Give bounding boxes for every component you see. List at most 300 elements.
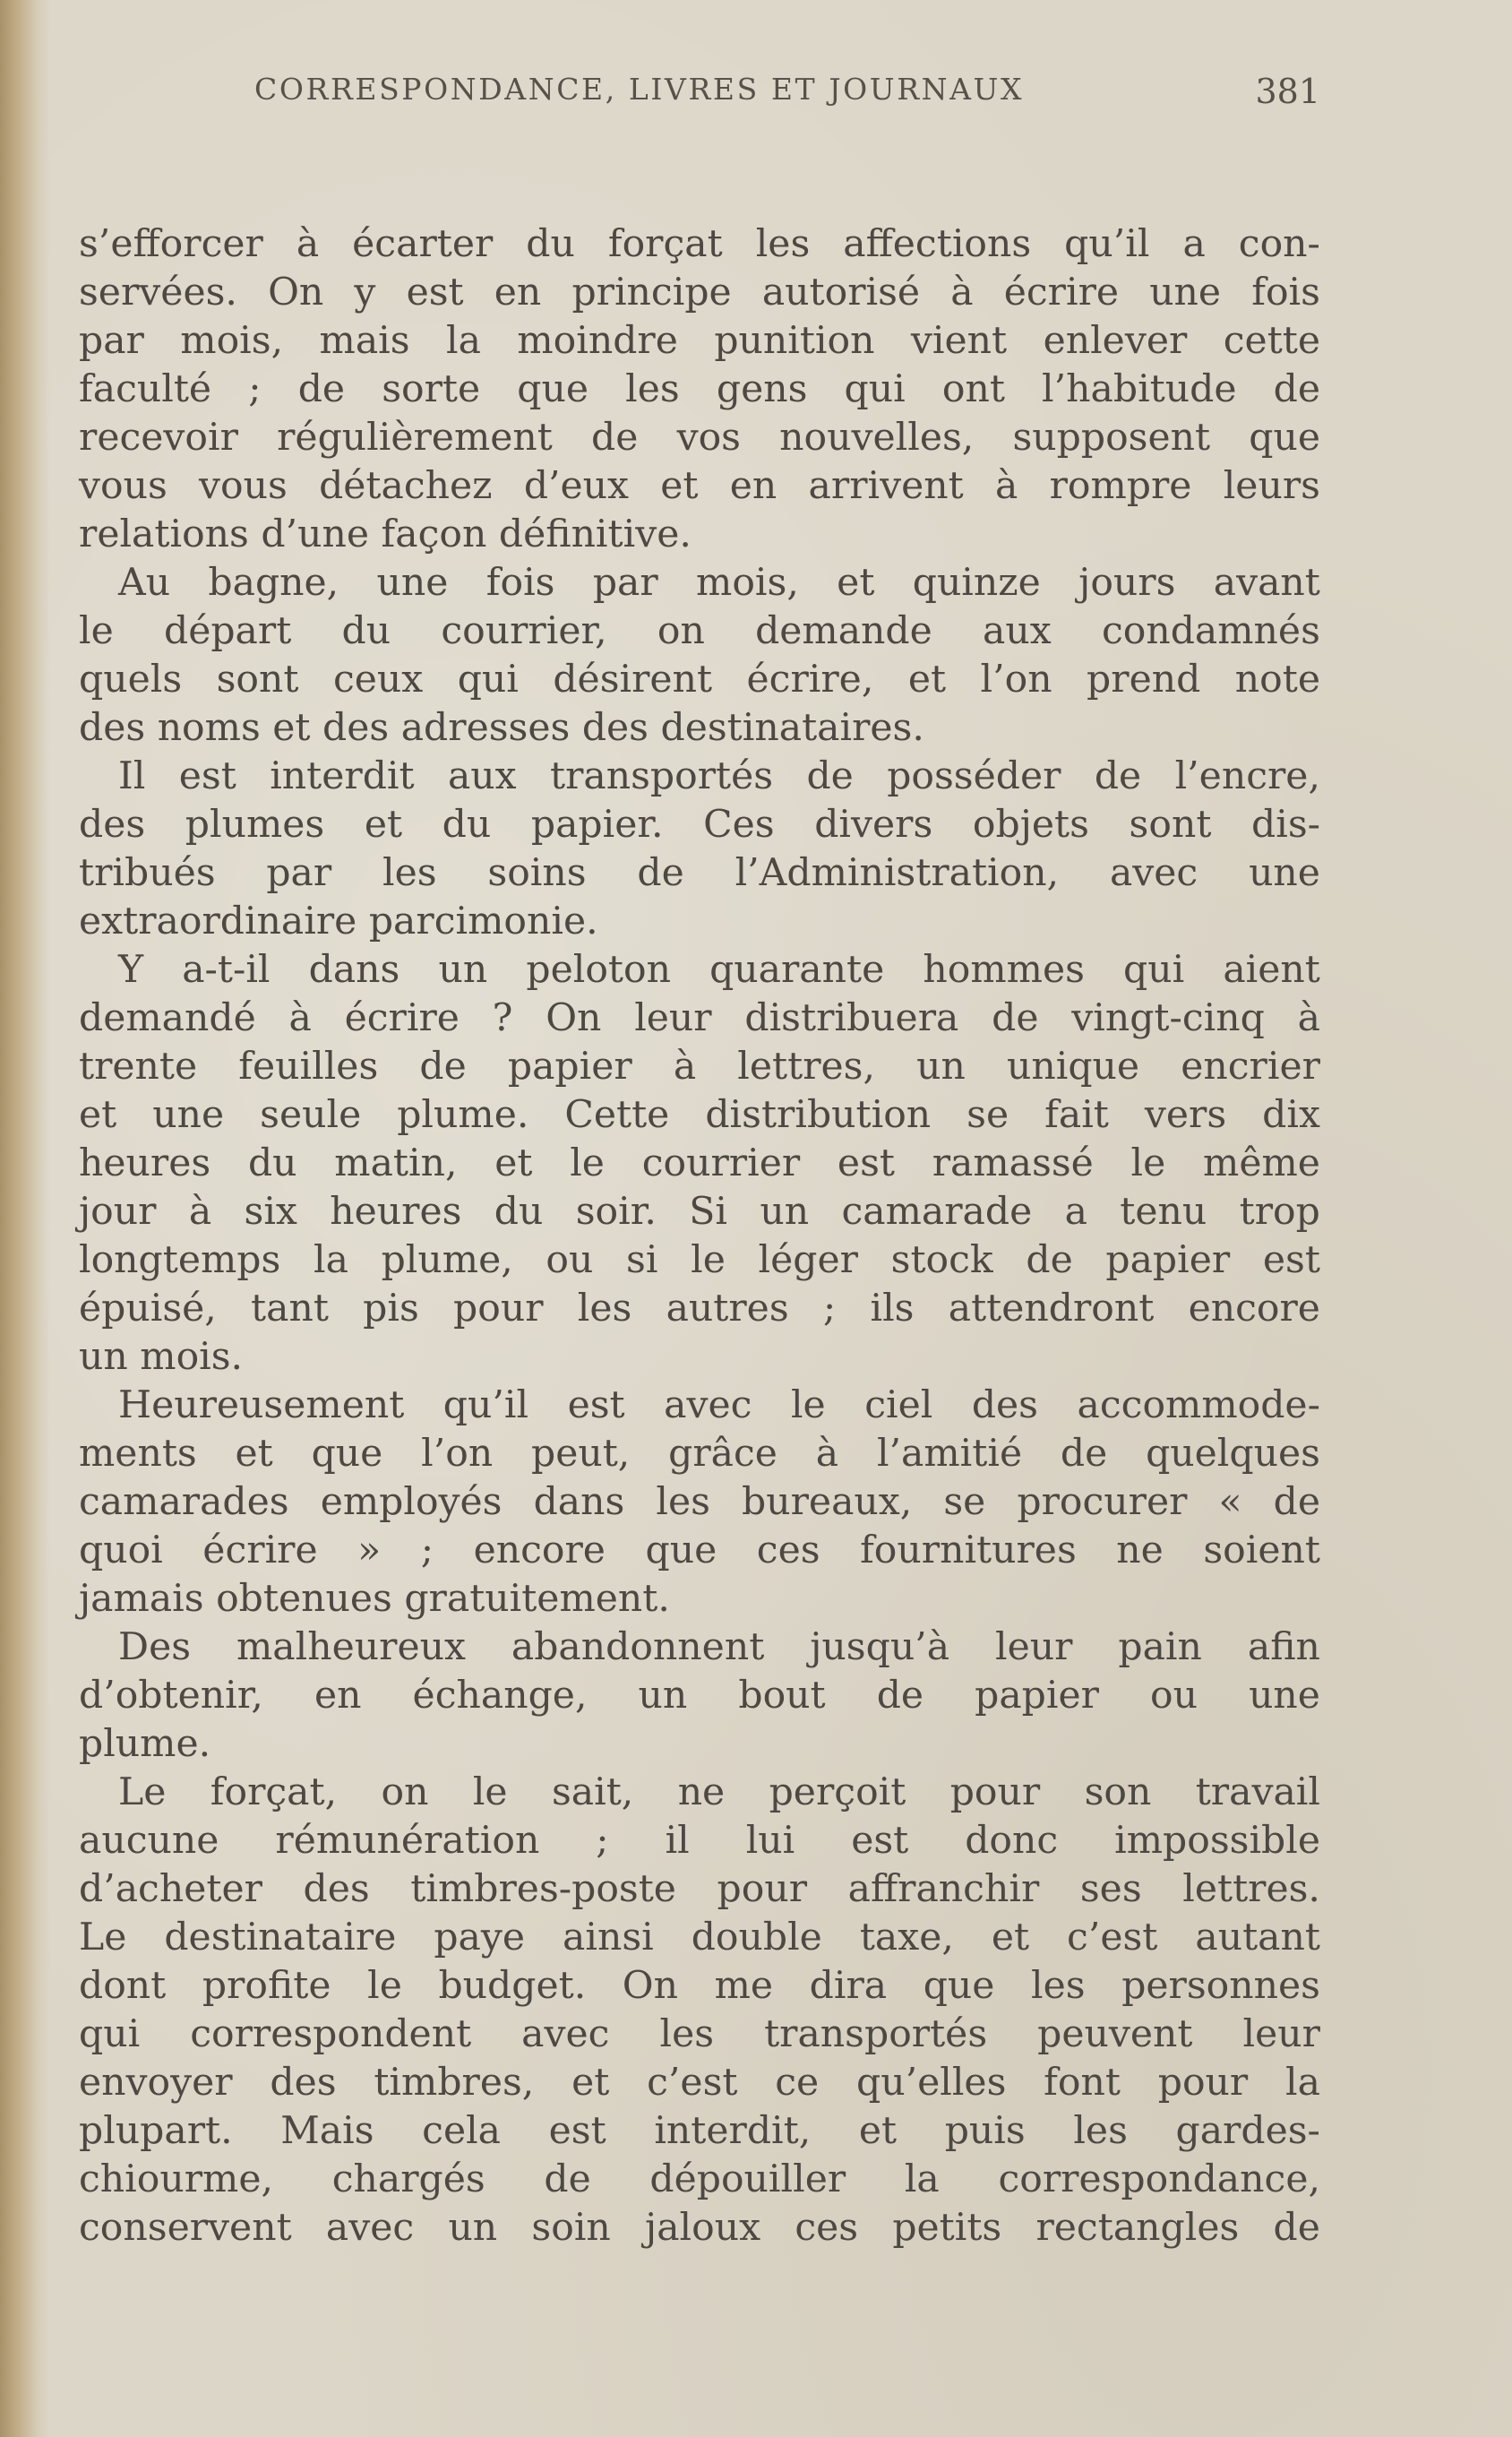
word: vingt-cinq	[1071, 996, 1265, 1040]
word: employés	[320, 1480, 503, 1524]
word: Si	[689, 1190, 727, 1234]
word: que	[645, 1529, 717, 1572]
word: pis	[363, 1287, 419, 1330]
word: moindre	[517, 319, 678, 363]
word: départ	[163, 609, 292, 653]
text-line	[79, 1140, 1320, 1188]
word: fournitures	[860, 1529, 1077, 1572]
word: six	[244, 1190, 297, 1234]
word: un	[79, 1335, 128, 1379]
word: leur	[995, 1625, 1073, 1669]
running-head-title: CORRESPONDANCE, LIVRES ET JOURNAUX	[254, 72, 1025, 107]
body-text	[79, 220, 1320, 2252]
word: feuilles	[238, 1045, 379, 1089]
word: et	[364, 803, 403, 847]
word: ces	[756, 1529, 820, 1572]
word: se	[966, 1093, 1009, 1137]
word: est	[851, 1819, 909, 1863]
word: correspondent	[190, 2012, 472, 2056]
word: qui	[79, 2012, 141, 2056]
word: Le	[79, 1916, 127, 1959]
word: me	[714, 1964, 774, 2008]
word: à	[296, 222, 320, 266]
word: une	[376, 561, 449, 605]
word: du	[247, 1141, 297, 1185]
word: matin,	[334, 1141, 458, 1185]
word: d’acheter	[79, 1867, 262, 1911]
word: abandonnent	[511, 1625, 765, 1669]
word: ils	[870, 1287, 915, 1330]
word: distribution	[705, 1093, 932, 1137]
word: pain	[1118, 1625, 1202, 1669]
word: que	[923, 1964, 995, 2008]
page-number: 381	[1255, 72, 1320, 111]
word: Cette	[564, 1093, 670, 1137]
word: pour	[717, 1867, 808, 1911]
word: double	[691, 1916, 822, 1959]
word: à	[815, 1432, 839, 1476]
word: et	[907, 658, 947, 702]
text-line	[79, 1091, 1320, 1140]
word: et	[494, 1141, 533, 1185]
word: avec	[521, 2012, 610, 2056]
text-line	[79, 1769, 1320, 1817]
word: du	[341, 609, 391, 653]
word: est	[837, 1141, 895, 1185]
word: posséder	[887, 754, 1061, 798]
word: ou	[546, 1238, 594, 1282]
word: mois.	[140, 1335, 244, 1379]
text-line	[79, 1333, 1320, 1382]
word: sorte	[382, 367, 481, 411]
word: demande	[755, 609, 932, 653]
word: accommode-	[1077, 1383, 1320, 1427]
word: heures	[79, 1141, 211, 1185]
word: timbres-poste	[410, 1867, 676, 1911]
word: bout	[738, 1674, 826, 1718]
word: les	[577, 1287, 632, 1330]
word: Il	[118, 754, 146, 798]
text-line	[79, 1188, 1320, 1236]
word: mois,	[180, 319, 284, 363]
word: autres	[666, 1287, 789, 1330]
word: gratuitement.	[404, 1577, 670, 1621]
word: principe	[571, 271, 732, 314]
word: une	[152, 1093, 225, 1137]
word: ces	[795, 2206, 859, 2250]
word: et	[272, 706, 311, 750]
word: l’on	[421, 1432, 494, 1476]
text-line	[79, 1865, 1320, 1914]
word: qui	[1123, 948, 1185, 992]
word: à	[950, 271, 974, 314]
word: à	[673, 1045, 697, 1089]
text-line	[79, 656, 1320, 704]
word: fois	[1251, 271, 1320, 314]
word: cela	[422, 2109, 502, 2153]
word: de	[1060, 1432, 1108, 1476]
word: y	[354, 271, 376, 314]
word: camarade	[841, 1190, 1033, 1234]
word: sont	[216, 658, 299, 702]
word: de	[992, 996, 1039, 1040]
word: façon	[381, 512, 487, 556]
word: encore	[1188, 1287, 1320, 1330]
word: ramassé	[932, 1141, 1094, 1185]
word: unique	[1007, 1045, 1140, 1089]
word: régulièrement	[277, 416, 553, 460]
word: impossible	[1114, 1819, 1320, 1863]
text-line	[79, 2011, 1320, 2059]
word: On	[622, 1964, 679, 2008]
word: des	[79, 803, 146, 847]
word: ses	[1079, 1867, 1142, 1911]
word: ;	[248, 367, 262, 411]
word: noms	[157, 706, 261, 750]
word: papier.	[530, 803, 664, 847]
word: obtenues	[216, 1577, 392, 1621]
word: bagne,	[208, 561, 339, 605]
word: gardes-	[1175, 2109, 1320, 2153]
text-line	[79, 1430, 1320, 1478]
word: est	[178, 754, 236, 798]
word: la	[904, 2157, 940, 2201]
word: de	[876, 1674, 924, 1718]
word: autorisé	[761, 271, 921, 314]
word: mais	[319, 319, 410, 363]
word: soins	[487, 851, 587, 895]
word: un	[638, 1674, 688, 1718]
word: font	[1044, 2061, 1121, 2105]
word: l’encre,	[1174, 754, 1320, 798]
word: stock	[890, 1238, 993, 1282]
word: ;	[596, 1819, 609, 1863]
word: par	[79, 319, 144, 363]
word: chiourme,	[79, 2157, 274, 2201]
word: puis	[944, 2109, 1026, 2153]
word: si	[626, 1238, 658, 1282]
word: Y	[118, 948, 144, 992]
text-line	[79, 414, 1320, 462]
word: personnes	[1121, 1964, 1320, 2008]
word: papier	[1105, 1238, 1231, 1282]
word: par	[266, 851, 332, 895]
word: recevoir	[79, 416, 238, 460]
word: donc	[965, 1819, 1059, 1863]
word: quarante	[709, 948, 885, 992]
text-line	[79, 2204, 1320, 2252]
word: peuvent	[1037, 2012, 1193, 2056]
word: destinataires.	[660, 706, 924, 750]
word: papier	[975, 1674, 1099, 1718]
word: fois	[485, 561, 555, 605]
word: ments	[79, 1432, 197, 1476]
word: travail	[1195, 1770, 1320, 1814]
text-line	[79, 317, 1320, 366]
word: longtemps	[79, 1238, 281, 1282]
word: les	[755, 222, 811, 266]
word: ;	[420, 1529, 434, 1572]
word: des	[322, 706, 390, 750]
word: courrier	[641, 1141, 801, 1185]
word: le	[790, 1383, 826, 1427]
word: jamais	[79, 1577, 204, 1621]
word: interdit,	[654, 2109, 812, 2153]
word: un	[760, 1190, 810, 1234]
text-line	[79, 849, 1320, 898]
word: rectangles	[1035, 2206, 1240, 2250]
word: leur	[1242, 2012, 1320, 2056]
word: écarter	[352, 222, 494, 266]
word: le	[570, 1141, 605, 1185]
word: budget.	[438, 1964, 587, 2008]
word: en	[729, 464, 777, 508]
word: écrire	[344, 996, 460, 1040]
word: chargés	[331, 2157, 485, 2201]
word: ou	[1150, 1674, 1198, 1718]
word: le	[472, 1770, 508, 1814]
word: transportés	[764, 2012, 988, 2056]
word: l’amitié	[876, 1432, 1023, 1476]
word: les	[1073, 2109, 1128, 2153]
text-line	[79, 462, 1320, 511]
word: mois,	[696, 561, 799, 605]
word: Au	[118, 561, 171, 605]
word: quels	[79, 658, 183, 702]
word: trop	[1239, 1190, 1320, 1234]
word: une	[1249, 1674, 1320, 1718]
book-page	[79, 63, 1320, 2250]
word: le	[79, 609, 114, 653]
word: écrire	[202, 1529, 318, 1572]
word: tribués	[79, 851, 216, 895]
text-line	[79, 1236, 1320, 1285]
word: affections	[843, 222, 1032, 266]
word: rompre	[1049, 464, 1192, 508]
word: pour	[453, 1287, 544, 1330]
word: adresses	[400, 706, 571, 750]
word: écrire,	[746, 658, 874, 702]
word: échange,	[412, 1674, 588, 1718]
word: plupart.	[79, 2109, 233, 2153]
word: le	[691, 1238, 726, 1282]
word: léger	[758, 1238, 858, 1282]
word: Ces	[703, 803, 775, 847]
word: quoi	[79, 1529, 163, 1572]
word: dira	[809, 1964, 888, 2008]
word: lettres,	[737, 1045, 875, 1089]
word: des	[303, 1867, 370, 1911]
word: papier	[507, 1045, 632, 1089]
word: seule	[260, 1093, 362, 1137]
text-line	[79, 511, 1320, 559]
word: dont	[79, 1964, 167, 2008]
word: parcimonie.	[368, 900, 598, 943]
word: soient	[1203, 1529, 1320, 1572]
word: plume.	[79, 1722, 211, 1766]
word: trente	[79, 1045, 198, 1089]
word: même	[1203, 1141, 1320, 1185]
word: un	[438, 948, 488, 992]
word: grâce	[668, 1432, 777, 1476]
word: encrier	[1181, 1045, 1320, 1089]
word: rémunération	[275, 1819, 540, 1863]
word: leurs	[1223, 464, 1320, 508]
word: et	[991, 1916, 1030, 1959]
word: écrire	[1003, 271, 1120, 314]
word: peut,	[531, 1432, 631, 1476]
text-line	[79, 1962, 1320, 2011]
word: sait,	[551, 1770, 634, 1814]
text-line	[79, 1575, 1320, 1623]
word: c’est	[1067, 1916, 1158, 1959]
word: les	[1031, 1964, 1086, 2008]
word: de	[637, 851, 684, 895]
text-line	[79, 1914, 1320, 1962]
word: avant	[1213, 561, 1320, 605]
word: relations	[79, 512, 249, 556]
word: et	[858, 2109, 898, 2153]
word: et	[660, 464, 699, 508]
word: bureaux,	[742, 1480, 913, 1524]
word: dix	[1262, 1093, 1320, 1137]
word: que	[1249, 416, 1320, 460]
word: ?	[492, 996, 513, 1040]
word: condamnés	[1101, 609, 1320, 653]
word: prend	[1087, 658, 1201, 702]
word: forçat	[607, 222, 723, 266]
text-line	[79, 1382, 1320, 1430]
text-line	[79, 1817, 1320, 1865]
word: lettres.	[1182, 1867, 1320, 1911]
word: a	[1064, 1190, 1087, 1234]
word: »	[357, 1529, 382, 1572]
word: a-t-il	[182, 948, 271, 992]
word: jaloux	[645, 2206, 761, 2250]
word: pour	[1157, 2061, 1249, 2105]
word: des	[79, 706, 146, 750]
word: un	[448, 2206, 498, 2250]
text-line	[79, 1043, 1320, 1091]
word: encore	[473, 1529, 606, 1572]
word: procurer	[1017, 1480, 1188, 1524]
word: ont	[941, 367, 1005, 411]
text-line	[79, 2107, 1320, 2156]
word: épuisé,	[79, 1287, 217, 1330]
word: qu’il	[442, 1383, 529, 1427]
text-line	[79, 1623, 1320, 1672]
word: les	[659, 2012, 715, 2056]
word: de	[1026, 1238, 1073, 1282]
word: de	[1094, 754, 1142, 798]
word: conservent	[79, 2206, 292, 2250]
word: se	[943, 1480, 986, 1524]
word: la	[446, 319, 481, 363]
word: qui	[457, 658, 519, 702]
text-line	[79, 1672, 1320, 1720]
word: que	[517, 367, 589, 411]
word: «	[1218, 1480, 1242, 1524]
word: on	[657, 609, 705, 653]
text-line	[79, 704, 1320, 753]
word: plume.	[397, 1093, 529, 1137]
word: quelques	[1146, 1432, 1320, 1476]
word: et	[571, 2061, 610, 2105]
word: de	[591, 416, 639, 460]
word: détachez	[319, 464, 493, 508]
word: par	[592, 561, 658, 605]
word: con-	[1238, 222, 1320, 266]
word: fait	[1044, 1093, 1109, 1137]
word: paye	[434, 1916, 526, 1959]
word: punition	[714, 319, 875, 363]
word: pour	[949, 1770, 1041, 1814]
word: aient	[1223, 948, 1320, 992]
word: tant	[251, 1287, 329, 1330]
word: cette	[1223, 319, 1320, 363]
text-line	[79, 2156, 1320, 2204]
word: qu’elles	[856, 2061, 1007, 2105]
word: correspondance,	[998, 2157, 1320, 2201]
word: soin	[531, 2206, 611, 2250]
word: les	[382, 851, 437, 895]
word: ciel	[864, 1383, 933, 1427]
text-line	[79, 995, 1320, 1043]
word: leur	[634, 996, 712, 1040]
word: à	[188, 1190, 212, 1234]
word: la	[1285, 2061, 1320, 2105]
word: jours	[1078, 561, 1176, 605]
word: envoyer	[79, 2061, 233, 2105]
word: qui	[844, 367, 906, 411]
text-line	[79, 1285, 1320, 1333]
word: la	[313, 1238, 348, 1282]
word: petits	[892, 2206, 1002, 2250]
word: s’efforcer	[79, 222, 263, 266]
word: enlever	[1043, 319, 1188, 363]
word: l’Administration,	[735, 851, 1060, 895]
word: soir.	[575, 1190, 657, 1234]
word: arrivent	[808, 464, 964, 508]
word: divers	[814, 803, 933, 847]
text-line	[79, 898, 1320, 946]
text-line	[79, 1720, 1320, 1769]
word: dis-	[1251, 803, 1320, 847]
word: a	[1182, 222, 1206, 266]
word: il	[665, 1819, 690, 1863]
word: et	[837, 561, 875, 605]
word: à	[994, 464, 1018, 508]
word: qu’il	[1064, 222, 1150, 266]
word: que	[311, 1432, 383, 1476]
word: vers	[1144, 1093, 1227, 1137]
word: demandé	[79, 996, 256, 1040]
word: avec	[1109, 851, 1198, 895]
word: timbres,	[374, 2061, 535, 2105]
word: distribuera	[744, 996, 959, 1040]
word: les	[656, 1480, 710, 1524]
word: aux	[447, 754, 517, 798]
word: une	[1149, 271, 1222, 314]
text-line	[79, 753, 1320, 801]
word: destinataire	[164, 1916, 397, 1959]
word: On	[546, 996, 602, 1040]
word: heures	[330, 1190, 462, 1234]
word: quinze	[912, 561, 1041, 605]
word: ce	[775, 2061, 820, 2105]
word: du	[526, 222, 575, 266]
word: une	[1249, 851, 1320, 895]
